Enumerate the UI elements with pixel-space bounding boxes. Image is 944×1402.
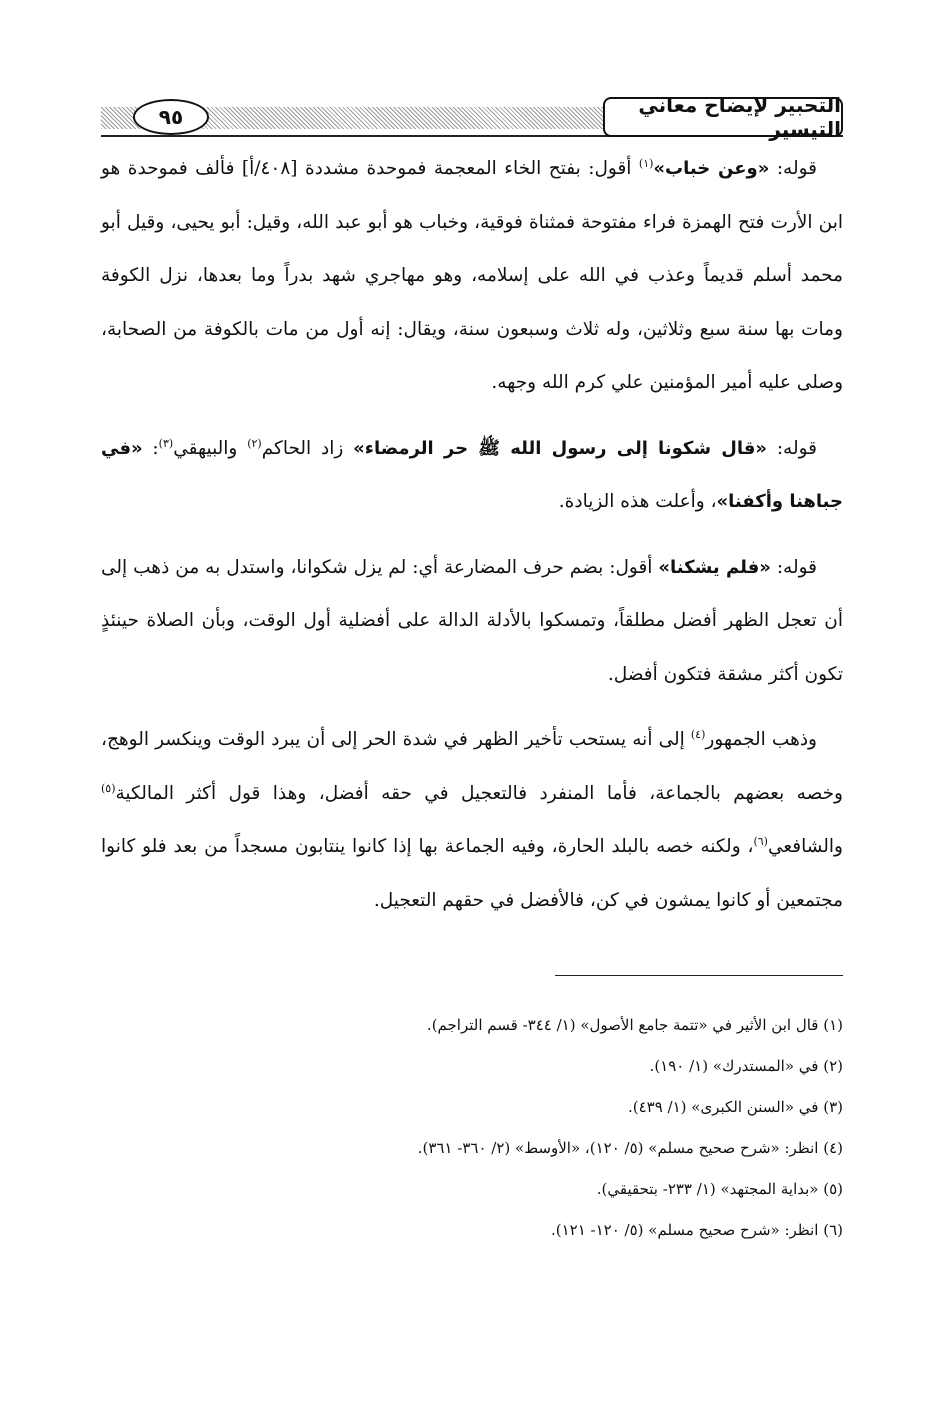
text-run: وذهب الجمهور — [705, 729, 817, 750]
footnote-5: (٥) «بداية المجتهد» (١/ ٢٣٣- بتحقيقي). — [596, 1180, 843, 1198]
footnote-ref[interactable]: (٢) — [247, 436, 262, 450]
footnote-ref[interactable]: (١) — [638, 156, 654, 170]
paragraph-1 — [101, 142, 843, 410]
footnote-ref[interactable]: (٤) — [690, 727, 706, 741]
text-run: قوله: — [770, 556, 818, 578]
text-run: قوله: — [769, 158, 818, 179]
footnote-separator — [555, 975, 843, 976]
text-run: أقول: بضم حرف المضارعة أي: لم يزل شكوانا، واستدل به من ذهب إلى أن تعجل الظهر أفضل مطلقاً، وتمسكوا بالأدلة الدالة على أفضلية أول الوقت، وبأن الصلاة حينئذٍ تكون أكثر مشقة فتكون أفضل. — [101, 556, 843, 685]
footnote-3: (٣) في «السنن الكبرى» (١/ ٤٣٩). — [627, 1098, 843, 1116]
footnotes — [101, 1005, 843, 1251]
book-title: التحبير لإيضاح معاني التيسير — [603, 97, 843, 137]
paragraph-3 — [101, 541, 843, 702]
page-number: ٩٥ — [133, 99, 209, 135]
quoted-hadith: «فلم يشكنا» — [658, 556, 771, 578]
footnote-4: (٤) انظر: «شرح صحيح مسلم» (٥/ ١٢٠)، «الأوسط» (٢/ ٣٦٠- ٣٦١). — [417, 1139, 843, 1157]
text-run: زاد الحاكم — [261, 437, 354, 459]
footnote-1: (١) قال ابن الأثير في «تتمة جامع الأصول» (١/ ٣٤٤- قسم التراجم). — [426, 1016, 843, 1034]
main-text — [101, 142, 843, 939]
text-run: ، وأعلت هذه الزيادة. — [558, 491, 717, 512]
footnote-ref[interactable]: (٣) — [158, 436, 174, 450]
text-run: والبيهقي — [173, 437, 248, 459]
footnote-2: (٢) في «المستدرك» (١/ ١٩٠). — [649, 1057, 843, 1075]
footnote-6: (٦) انظر: «شرح صحيح مسلم» (٥/ ١٢٠- ١٢١). — [550, 1221, 843, 1239]
text-run: إلى أنه يستحب تأخير الظهر في شدة الحر إلى أن يبرد الوقت وينكسر الوهج، وخصه بعضهم بالجماعة، فأما المنفرد فالتعجيل في حقه أفضل، وهذا قول أكثر المالكية — [101, 729, 843, 804]
text-run: قوله: — [767, 437, 818, 459]
paragraph-2 — [101, 422, 843, 529]
footnote-ref[interactable]: (٦) — [753, 834, 768, 848]
quoted-hadith: «وعن خباب» — [653, 158, 770, 179]
paragraph-4 — [101, 713, 843, 927]
quoted-hadith: «في جباهنا وأكفنا» — [101, 437, 843, 512]
running-header — [101, 93, 843, 141]
text-run: أقول: بفتح الخاء المعجمة فموحدة مشددة [٤٠٨/أ] فألف فموحدة هو ابن الأرت فتح الهمزة فراء مفتوحة فمثناة فوقية، وخباب هو أبو عبد الله، وقيل: أبو يحيى، وقيل أبو محمد أسلم قديماً وعذب في الله على إسلامه، وهو مهاجري شهد بدراً وما بعدها، نزل الكوفة ومات بها سنة سبع وثلاثين، وله ثلاث وسبعون سنة، ويقال: إنه أول من مات بالكوفة من الصحابة، وصلى عليه أمير المؤمنين علي كرم الله وجهه. — [101, 158, 843, 393]
text-run: : — [142, 437, 159, 459]
text-run: ، ولكنه خصه بالبلد الحارة، وفيه الجماعة بها إذا كانوا ينتابون مسجداً من بعد فلو كانوا مجتمعين أو كانوا يمشون في كن، فالأفضل في حقهم التعجيل. — [101, 836, 843, 911]
footnote-ref[interactable]: (٥) — [101, 781, 116, 795]
quoted-hadith: «قال شكونا إلى رسول الله ﷺ حر الرمضاء» — [353, 437, 768, 459]
text-run: والشافعي — [767, 836, 843, 857]
